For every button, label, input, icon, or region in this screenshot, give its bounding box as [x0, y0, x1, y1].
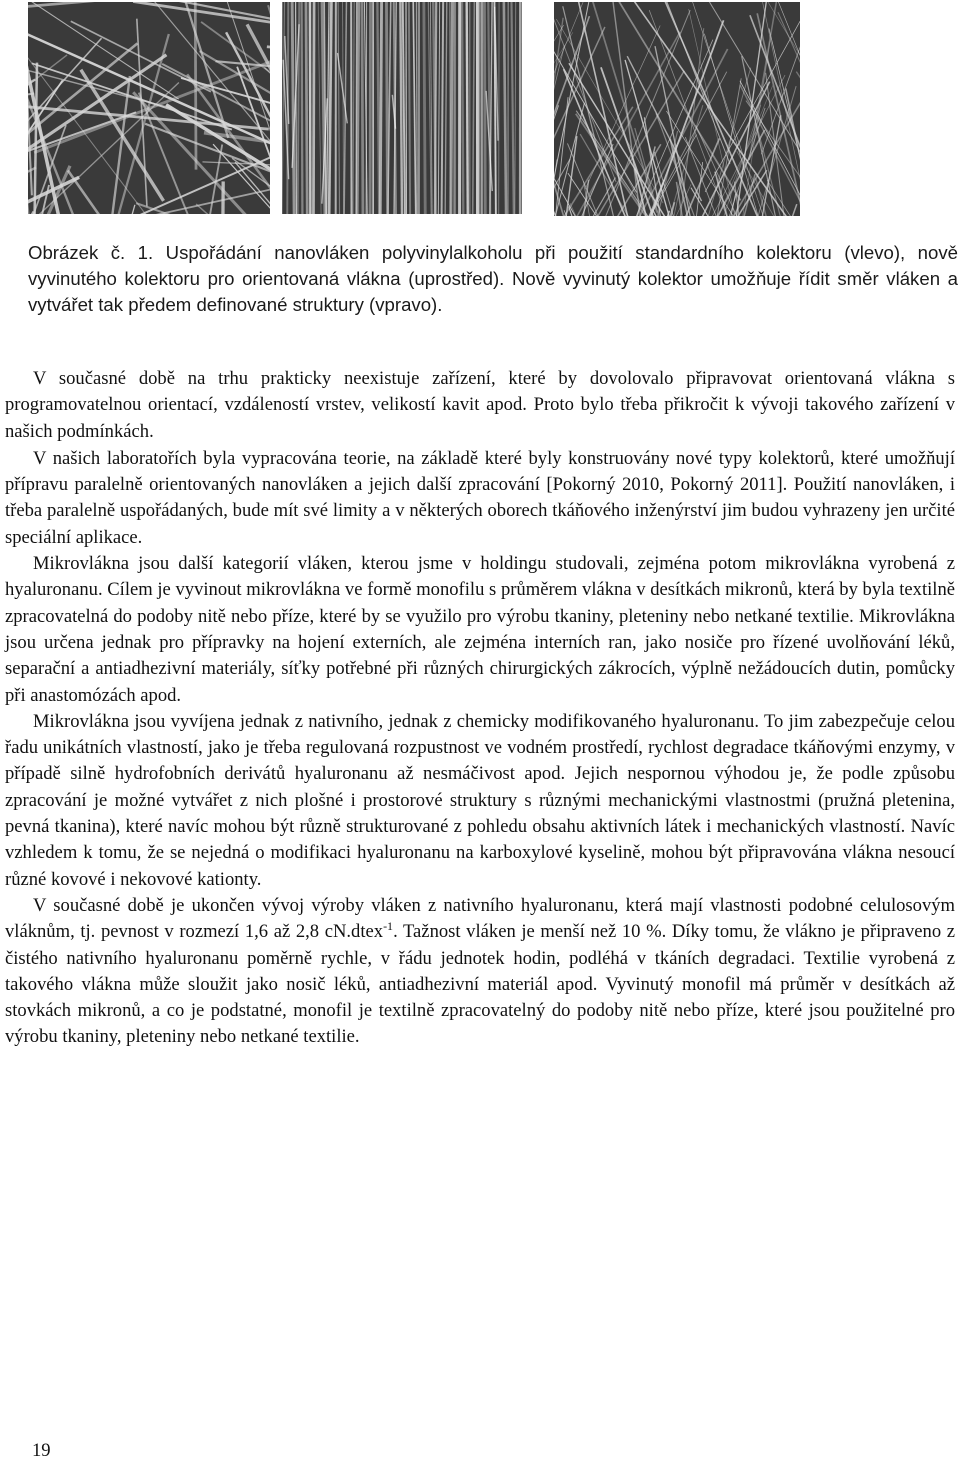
sem-structured-fibers-image	[554, 2, 800, 216]
paragraph-1: V současné době na trhu prakticky neexistuje zařízení, které by dovolovalo připravovat orientovaná vlákna s programovatelnou orientací, vzdáleností vrstev, velikostí kavit apod. Proto bylo třeba přikročit k vývoji takového zařízení v našich podmínkách.	[5, 368, 955, 442]
paragraph-2: V našich laboratořích byla vypracována teorie, na základě které byly konstruovány nové typy kolektorů, které umožňují přípravu paralelně orientovaných nanovláken a jejich další zpracování [Pokorný 2010, Pokorný 2011]. Použití nanovláken, i třeba paralelně uspořádaných, bude mít své limity a v některých oborech tkáňového inženýrství jim budou vyhrazeny jen určité speciální aplikace.	[5, 447, 955, 548]
paragraph-5	[5, 893, 955, 1051]
paragraph-3: Mikrovlákna jsou další kategorií vláken, kterou jsme v holdingu studovali, zejména potom mikrovlákna vyrobená z hyaluronanu. Cílem je vyvinout mikrovlákna ve formě monofilu s průměrem vlákna v desítkách mikronů, která by byla textilně zpracovatelná do podoby nitě nebo příze, které by se využilo pro výrobu tkaniny, pleteniny nebo netkané textilie. Mikrovlákna jsou určena jednak pro přípravky na hojení externích, ale zejména interních ran, jako nosiče pro řízené uvolňování léků, separační a antiadhezivní materiály, síťky potřebné při různých chirurgických zákrocích, výplně nežádoucích dutin, pomůcky při anastomózách apod.	[5, 553, 955, 706]
page-number: 19	[32, 1440, 51, 1461]
sem-random-fibers-image	[28, 2, 270, 214]
body-text	[5, 366, 955, 1051]
paragraph-4: Mikrovlákna jsou vyvíjena jednak z nativního, jednak z chemicky modifikovaného hyaluronanu. To jim zabezpečuje celou řadu unikátních vlastností, jako je třeba regulovaná rozpustnost ve vodném prostředí, rychlost degradace tkáňovými enzymy, v případě silně hydrofobních derivátů hyaluronanu až nesmáčivost apod. Jejich nespornou výhodou je, že podle způsobu zpracování je možné vytvářet z nich plošné i prostorové struktury s různými mechanickými vlastnostmi (pružná pletenina, pevná tkanina), které navíc mohou být různě strukturované z pohledu obsahu aktivních látek i mechanických vlastností. Navíc vzhledem k tomu, že se nejedná o modifikaci hyaluronanu na karboxylové kyselině, mohou být připravována vlákna nesoucí různé kovové i nekovové kationty.	[5, 710, 955, 890]
random-fibers-svg	[28, 2, 270, 214]
figure-images	[28, 0, 928, 218]
paragraph-5-start: V současné době je ukončen vývoj výroby vláken z nativního hyaluronanu, která mají vlastnosti podobné celulosovým vláknům, tj. pevnost v rozmezí 1,6 až 2,8 cN.dtex	[5, 894, 955, 943]
aligned-fibers-svg	[282, 2, 522, 214]
unit-exponent: -1	[383, 919, 394, 934]
paragraph-5-end: . Tažnost vláken je menší než 10 %. Díky tomu, že vlákno je připraveno z čistého nativního hyaluronanu poměrně rychle, v řádu jednotek hodin, podléhá v tkáních degradaci. Textilie vyrobená z takového vlákna může sloužit jako nosič léků, antiadhezivní materiál apod. Vyvinutý monofil má průměr v desítkách až stovkách mikronů, a co je podstatné, monofil je textilně zpracovatelný do podoby nitě nebo příze, které jsou použitelné pro výrobu tkaniny, pleteniny nebo netkané textilie.	[5, 921, 956, 1048]
figure-caption: Obrázek č. 1. Uspořádání nanovláken polyvinylalkoholu při použití standardního kolektoru (vlevo), nově vyvinutého kolektoru pro orientovaná vlákna (uprostřed). Nově vyvinutý kolektor umožňuje řídit směr vláken a vytvářet tak předem definované struktury (vpravo).	[28, 242, 958, 315]
structured-fibers-svg	[554, 2, 800, 216]
sem-aligned-fibers-image	[282, 2, 522, 214]
